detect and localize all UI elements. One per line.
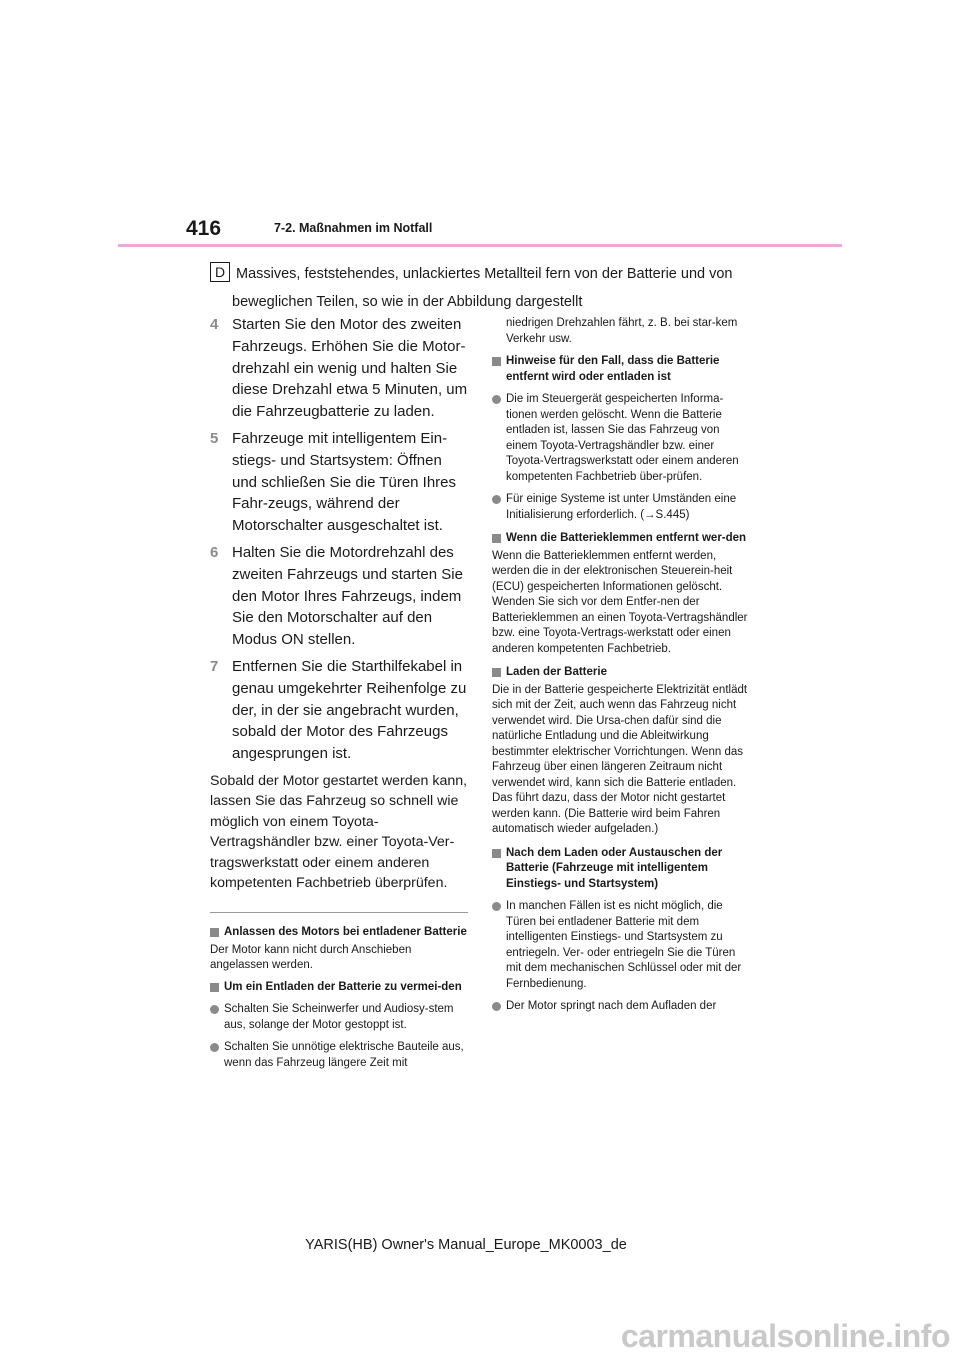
step-6 bbox=[210, 542, 468, 651]
step-5 bbox=[210, 428, 468, 537]
section-title: 7-2. Maßnahmen im Notfall bbox=[274, 221, 433, 235]
label-d-box: D bbox=[210, 262, 230, 282]
note-heading: Anlassen des Motors bei entladener Batterie bbox=[210, 925, 468, 941]
left-column bbox=[210, 314, 468, 894]
step-d-line1: Massives, feststehendes, unlackiertes Metallteil fern von der Batterie und von bbox=[236, 266, 733, 282]
step-text: Fahrzeuge mit intelligentem Ein-stiegs- und Startsystem: Öffnen und schließen Sie die Türen Ihres Fahr-zeugs, während der Motorschalter ausgeschaltet ist. bbox=[232, 429, 457, 535]
footer bbox=[0, 1237, 960, 1253]
step-text: Entfernen Sie die Starthilfekabel in genau umgekehrter Reihenfolge zu der, in der sie angebracht wurden, sobald der Motor des Fahrzeugs angesprungen ist. bbox=[232, 657, 467, 763]
after-steps-paragraph: Sobald der Motor gestartet werden kann, lassen Sie das Fahrzeug so schnell wie möglich von einem Toyota-Vertragshändler bzw. einer Toyota-Ver-tragswerkstatt oder einem anderen kompetenten Fachbetrieb überprüfen. bbox=[210, 772, 468, 892]
note-heading: Hinweise für den Fall, dass die Batterie entfernt wird oder entladen ist bbox=[492, 354, 750, 385]
step-4 bbox=[210, 314, 468, 423]
header-divider bbox=[118, 244, 842, 247]
note-heading: Wenn die Batterieklemmen entfernt wer-den bbox=[492, 531, 750, 547]
note-body: Der Motor kann nicht durch Anschieben angelassen werden. bbox=[210, 943, 412, 971]
note-heading: Um ein Entladen der Batterie zu vermei-den bbox=[210, 980, 468, 996]
step-number: 5 bbox=[210, 429, 219, 447]
left-notes bbox=[210, 912, 468, 1071]
step-d-line2: beweglichen Teilen, so wie in der Abbildung dargestellt bbox=[232, 294, 583, 310]
note-bullet: Die im Steuergerät gespeicherten Informa-tionen werden gelöscht. Wenn die Batterie entladen ist, lassen Sie das Fahrzeug von einem Toyota-Vertragshändler bzw. einer Toyota-Vertragswerkstatt oder einem anderen kompetenten Fachbetrieb über-prüfen. bbox=[492, 392, 750, 485]
page-number: 416 bbox=[186, 217, 222, 240]
right-column bbox=[492, 316, 750, 1015]
step-text: Starten Sie den Motor des zweiten Fahrzeugs. Erhöhen Sie die Motor-drehzahl ein wenig und halten Sie diese Drehzahl etwa 5 Minuten, um die Fahrzeugbatterie zu laden. bbox=[232, 316, 468, 421]
note-bullet: Für einige Systeme ist unter Umständen eine Initialisierung erforderlich. (→S.445) bbox=[492, 492, 750, 523]
note-bullet: Schalten Sie unnötige elektrische Bauteile aus, wenn das Fahrzeug längere Zeit mit bbox=[210, 1040, 468, 1071]
step-text: Halten Sie die Motordrehzahl des zweiten Fahrzeugs und starten Sie den Motor Ihres Fahrzeugs, indem Sie den Motorschalter auf den Modus ON stellen. bbox=[232, 543, 463, 649]
note-bullet: In manchen Fällen ist es nicht möglich, die Türen bei entladener Batterie mit dem intelligenten Einstiegs- und Startsystem zu entriegeln. Ver- oder entriegeln Sie die Türen mit dem mechanischen Schlüssel oder mit der Fernbedienung. bbox=[492, 899, 750, 992]
note-heading: Laden der Batterie bbox=[492, 665, 750, 681]
step-d-caption bbox=[210, 260, 750, 316]
note-bullet: Schalten Sie Scheinwerfer und Audiosy-stem aus, solange der Motor gestoppt ist. bbox=[210, 1002, 468, 1033]
note-body: Wenn die Batterieklemmen entfernt werden, werden die in der elektronischen Steuerein-heit (ECU) gespeicherten Informationen gelöscht. Wenden Sie sich vor dem Entfer-nen der Batterieklemmen an einen Toyota-Vertragshändler bzw. eine Toyota-Vertrags-werkstatt oder einen anderen kompetenten Fachbetrieb. bbox=[492, 549, 748, 655]
manual-id: YARIS(HB) Owner's Manual_Europe_MK0003_de bbox=[305, 1237, 627, 1253]
step-number: 7 bbox=[210, 657, 219, 675]
note-continuation: niedrigen Drehzahlen fährt, z. B. bei star-kem Verkehr usw. bbox=[506, 317, 738, 345]
step-number: 4 bbox=[210, 316, 219, 333]
note-bullet: Der Motor springt nach dem Aufladen der bbox=[492, 999, 750, 1015]
watermark: carmanualsonline.info bbox=[620, 1318, 950, 1354]
step-number: 6 bbox=[210, 543, 219, 561]
note-heading: Nach dem Laden oder Austauschen der Batterie (Fahrzeuge mit intelligentem Einstiegs- und Startsystem) bbox=[492, 846, 750, 893]
step-7 bbox=[210, 656, 468, 765]
note-body: Die in der Batterie gespeicherte Elektrizität entlädt sich mit der Zeit, auch wenn das Fahrzeug nicht verwendet wird. Die Ursa-chen dafür sind die natürliche Entladung und die Ableitwirkung bestimmter elektrischer Vorrichtungen. Wenn das Fahrzeug über einen längeren Zeitraum nicht verwendet wird, kann sich die Batterie entladen. Das führt dazu, dass der Motor nicht gestartet werden kann. (Die Batterie wird beim Fahren automatisch wieder aufgeladen.) bbox=[492, 683, 748, 835]
